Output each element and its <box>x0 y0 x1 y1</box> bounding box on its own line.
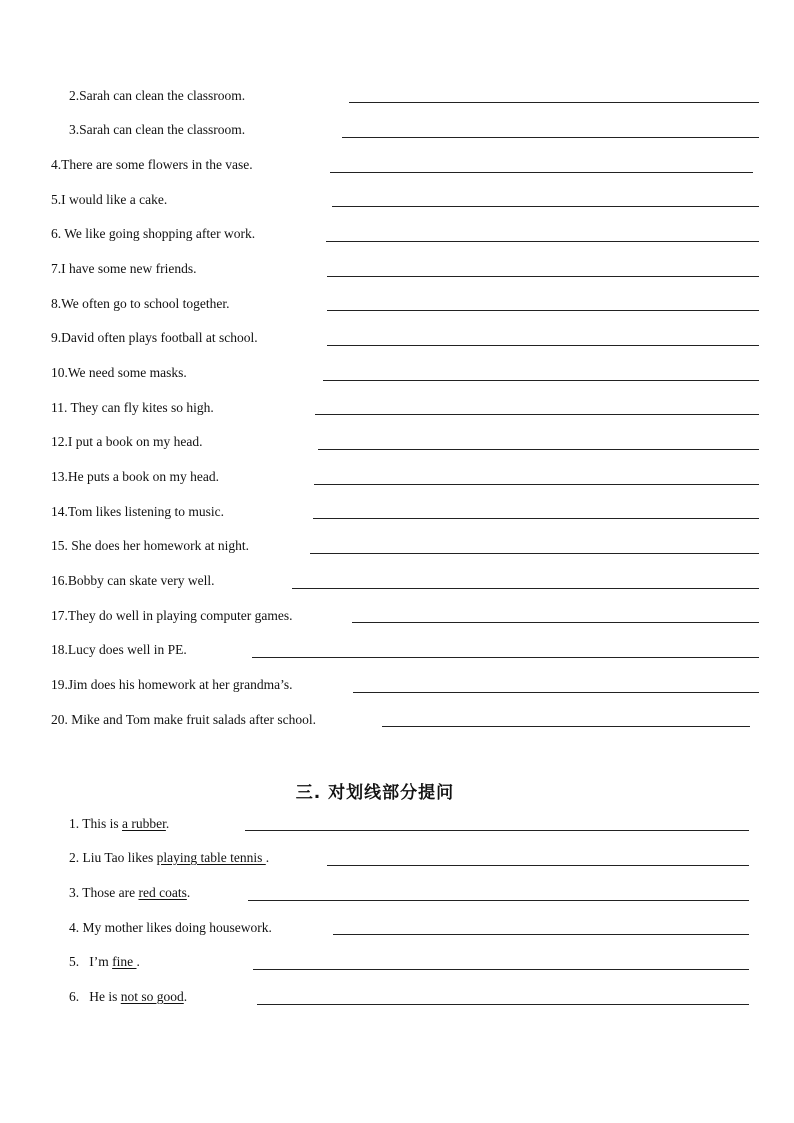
sentence-17: 17.They do well in playing computer games. <box>51 608 293 623</box>
sentence-13: 13.He puts a book on my head. <box>51 469 219 484</box>
answer-blank[interactable] <box>292 588 759 589</box>
question-6: 6. He is not so good. <box>69 989 188 1004</box>
answer-blank[interactable] <box>382 726 750 727</box>
answer-blank[interactable] <box>326 241 759 242</box>
answer-blank[interactable] <box>327 276 759 277</box>
sentence-14: 14.Tom likes listening to music. <box>51 504 225 519</box>
underlined-part: a rubber <box>122 816 166 831</box>
sentence-3: 3.Sarah can clean the classroom. <box>69 122 246 137</box>
question-2: 2. Liu Tao likes playing table tennis . <box>69 850 270 865</box>
sentence-19: 19.Jim does his homework at her grandma’s. <box>51 677 293 692</box>
sentence-12: 12.I put a book on my head. <box>51 434 203 449</box>
question-1: 1. This is a rubber. <box>69 816 170 831</box>
answer-blank[interactable] <box>327 345 759 346</box>
sentence-18: 18.Lucy does well in PE. <box>51 642 187 657</box>
answer-blank[interactable] <box>257 1004 749 1005</box>
underlined-part: playing table tennis <box>156 850 266 865</box>
question-3: 3. Those are red coats. <box>69 885 191 900</box>
answer-blank[interactable] <box>333 934 749 935</box>
answer-blank[interactable] <box>313 518 759 519</box>
sentence-20: 20. Mike and Tom make fruit salads after school. <box>51 712 316 727</box>
sentence-8: 8.We often go to school together. <box>51 296 230 311</box>
sentence-7: 7.I have some new friends. <box>51 261 197 276</box>
answer-blank[interactable] <box>330 172 753 173</box>
sentence-9: 9.David often plays football at school. <box>51 330 258 345</box>
sentence-11: 11. They can fly kites so high. <box>51 400 214 415</box>
answer-blank[interactable] <box>248 900 749 901</box>
sentence-2: 2.Sarah can clean the classroom. <box>69 88 246 103</box>
answer-blank[interactable] <box>323 380 759 381</box>
answer-blank[interactable] <box>314 484 759 485</box>
underlined-part: red coats <box>138 885 187 900</box>
answer-blank[interactable] <box>342 137 759 138</box>
underlined-part: fine <box>112 954 137 969</box>
sentence-15: 15. She does her homework at night. <box>51 538 249 553</box>
answer-blank[interactable] <box>327 865 749 866</box>
sentence-6: 6. We like going shopping after work. <box>51 226 256 241</box>
answer-blank[interactable] <box>245 830 749 831</box>
sentence-16: 16.Bobby can skate very well. <box>51 573 215 588</box>
answer-blank[interactable] <box>332 206 759 207</box>
answer-blank[interactable] <box>318 449 759 450</box>
answer-blank[interactable] <box>353 692 759 693</box>
answer-blank[interactable] <box>252 657 759 658</box>
section-title: 三. 对划线部分提问 <box>295 783 455 803</box>
answer-blank[interactable] <box>352 622 759 623</box>
question-4: 4. My mother likes doing housework. <box>69 920 272 935</box>
sentence-4: 4.There are some flowers in the vase. <box>51 157 253 172</box>
answer-blank[interactable] <box>349 102 759 103</box>
answer-blank[interactable] <box>315 414 759 415</box>
question-5: 5. I’m fine . <box>69 954 140 969</box>
underlined-part: not so good <box>120 989 184 1004</box>
answer-blank[interactable] <box>253 969 749 970</box>
sentence-10: 10.We need some masks. <box>51 365 187 380</box>
answer-blank[interactable] <box>310 553 759 554</box>
sentence-5: 5.I would like a cake. <box>51 192 168 207</box>
answer-blank[interactable] <box>327 310 759 311</box>
